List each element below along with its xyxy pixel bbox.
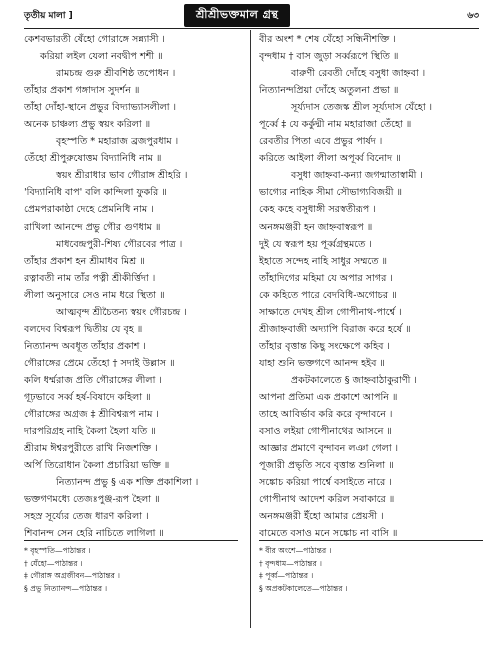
verse-line: অনঙ্গমঞ্জরী হন জাহ্নবাস্বরূপ ॥ <box>259 221 373 233</box>
footnote: ‡ পূর্ব্ব—পাঠান্তর । <box>259 571 314 580</box>
verse-line: রামচন্দ্র গুরু শ্রীবশিষ্ঠ তপোধন । <box>56 68 176 80</box>
footnote: ‡ গৌরাঙ্গ অগ্রজীবন—পাঠান্তর । <box>24 571 121 580</box>
footnote: § অপ্রকটকালেতে—পাঠান্তর । <box>259 583 348 593</box>
right-footnotes <box>259 540 483 595</box>
verse-line: স্বয়ং শ্রীরাধার ভাব গৌরাঙ্গ শ্রীহরি । <box>56 170 188 182</box>
verse-line: যাহা শুনি ভক্তগণে আনন্দ হইব ॥ <box>259 357 385 369</box>
verse-line: সঙ্কোচ করিয়া পার্শ্বে বসাইতে নারে । <box>259 477 392 489</box>
verse-line: ভাগ্যের নাহিক সীমা সৌভাগ্যবিজয়ী ॥ <box>259 187 402 199</box>
verse-line: নিত্যানন্দ অবধূত তাঁহার প্রকাশ । <box>24 340 146 352</box>
footnote: § প্রভু নিত্যানন্দ—পাঠান্তর । <box>24 583 108 593</box>
verse-line: পূজারী প্রভৃতি সবে বৃত্তান্ত শুনিলা ॥ <box>259 460 394 472</box>
verse-line: কলি ধর্ম্মরাজ প্রতি গৌরাঙ্গের লীলা । <box>24 374 162 386</box>
verse-line: শ্রীজাহ্নবাজী অদ্যাপি বিরাজ করে হর্ষে ॥ <box>259 323 411 335</box>
verse-line: গূঢ়ভাবে সর্ব্ব হর্ষ-বিষাদে কহিলা ॥ <box>24 391 151 403</box>
verse-line: আজ্ঞার প্রমাণে বৃন্দাবন লঞা গেলা । <box>259 443 399 455</box>
footnote: † যেঁহো—পাঠান্তর । <box>24 558 83 568</box>
footnote: * বীর অংশে—পাঠান্তর । <box>259 546 332 555</box>
verse-line: দারপরিগ্রহ নাহি কৈলা হৈলা যতি ॥ <box>24 426 156 438</box>
verse-line: বসুধা জাহ্নবা-কন্যা জগন্মাতাস্বামী । <box>291 170 423 182</box>
verse-line: সহস্র সূর্য্যের তেজ ধারণ করিলা । <box>24 511 149 523</box>
verse-line: গৌরাঙ্গের অগ্রজ ‡ শ্রীবিশ্বরূপ নাম । <box>24 409 159 421</box>
verse-line: বামেতে বসাও মনে সঙ্কোচ না বাসি ॥ <box>259 528 398 540</box>
verse-line: রেবতীর পিতা এবে প্রভুর পার্ষদ । <box>259 136 383 148</box>
verse-line: তাঁহার প্রকাশ গঙ্গাদাস সুদর্শন ॥ <box>24 85 140 97</box>
verse-line: ভক্তগণমধ্যে তেজঃপুঞ্জ-রূপ হৈলা ॥ <box>24 494 160 506</box>
verse-line: প্রেমপরাকাষ্ঠা দেহে প্রেমনিধি নাম । <box>24 204 154 216</box>
verse-line: রত্নাবতী নাম তাঁর পত্নী শ্রীকীর্ত্তিদা । <box>24 272 156 284</box>
verse-line: অনঙ্গমঞ্জরী ইঁহো আমার প্রেয়সী । <box>259 511 384 523</box>
verse-line: বৃন্দধাম † বাস জুড়া সর্ব্বরূপে স্থিতি ॥ <box>259 51 399 63</box>
verse-line: তাঁহার প্রকাশ হন শ্রীমাধব মিশ্র ॥ <box>24 255 145 267</box>
verse-line: অর্পি তিরোধান কৈলা প্রচারিয়া ভক্তি ॥ <box>24 460 170 472</box>
verse-line: তাঁহাদিগের মহিমা যে অপার সাগর । <box>259 272 393 284</box>
verse-line: পূর্ব্বে ‡ যে কর্কুদ্মী নাম মহারাজা তেঁহো ॥ <box>259 119 412 131</box>
verse-line: শ্রীরাম ঈশ্বরপুরীতে রাখি নিজশক্তি । <box>24 443 158 455</box>
verse-line: প্রকটকালেতে § জাহ্নবাঠাকুরাণী । <box>291 374 417 386</box>
verse-line: 'বিদ্যানিধি বাপ' বলি কান্দিলা ফুকরি ॥ <box>24 187 167 199</box>
verse-line: তাহে আবির্ভাব করি করে বৃন্দাবনে । <box>259 409 393 421</box>
verse-line: আত্মবৃন্দ শ্রীচৈতন্য স্বয়ং গৌরচন্দ্র । <box>56 306 187 318</box>
book-title: শ্রীশ্রীভক্তমাল গ্রন্থ <box>184 4 290 27</box>
verse-line: গোপীনাথ আদেশ করিল সবাকারে ॥ <box>259 494 395 506</box>
verse-line: আপনা প্রতিমা এক প্রকাশে আপনি ॥ <box>259 391 398 403</box>
page-number: ৬৩ <box>467 11 479 21</box>
verse-line: করিতে আইলা লীলা অপূর্ব্ব বিনোদ ॥ <box>259 153 401 165</box>
column-divider <box>250 30 251 540</box>
left-footnotes <box>24 540 238 595</box>
verse-line: তাঁহা দোঁহা-স্থানে প্রভুর বিদ্যাভ্যাসলীলা । <box>24 102 177 114</box>
page-header <box>24 4 479 26</box>
verse-line: বসাও লইয়া গোপীনাথের আসনে ॥ <box>259 426 392 438</box>
verse-line: গৌরাঙ্গের প্রেমে তেঁহো † সদাই উল্লাস ॥ <box>24 357 175 369</box>
section-label: তৃতীয় মালা ] <box>24 11 73 21</box>
verse-line: বীর অংশ * শেষ যেঁহো সন্ধিনীশক্তি । <box>259 34 396 45</box>
verse-line: দুই যে স্বরূপ হয় পূর্ব্বগ্রন্থমতে । <box>259 238 372 250</box>
header-divider <box>24 28 479 29</box>
verse-line: লীলা অনুসারে সেও নাম ধরে স্থিতা ॥ <box>24 289 165 301</box>
verse-line: কেশবভারতী ষেঁহো গোরাঙ্গে সন্ন্যাসী । <box>24 34 165 45</box>
verse-line: করিয়া লইল যেলা নবদ্বীপ শশী ॥ <box>40 51 163 63</box>
verse-line: তাঁহার বৃত্তান্ত কিছু সংক্ষেপে কহিব । <box>259 340 390 352</box>
verse-line: কে কহিতে পারে বেদবিধি-অগোচর ॥ <box>259 289 397 301</box>
verse-line: বৃহস্পতি * মহারাজ ব্রজপুরধাম । <box>56 136 179 148</box>
verse-line: নিত্যানন্দপ্রিয়া দোঁহে অতুলনা প্রভা ॥ <box>259 85 399 97</box>
verse-line: শিবানন্দ সেন হেরি নাচিতে লাগিলা ॥ <box>24 528 164 540</box>
verse-line: সাক্ষাতে দেখহ শ্রীল গোপীনাথ-পার্শ্বে । <box>259 306 402 318</box>
verse-line: অনেক চাঞ্চল্য প্রভু স্বয়ং করিলা ॥ <box>24 119 151 131</box>
verse-line: মাধবেন্দ্রপুরী-শিষ্য গৌরবের পাত্র । <box>56 238 183 250</box>
verse-line: সূর্য্যদাস তেজস্ক শ্রীল সূর্য্যদাস যেঁহো । <box>291 102 433 114</box>
right-verse-column <box>259 31 483 542</box>
verse-line: বারুণী রেবতী দোঁহে বসুধা জাহ্নবা । <box>291 68 426 80</box>
verse-line: নিত্যানন্দ প্রভু § এক শক্তি প্রকাশিলা । <box>56 477 199 489</box>
footnote-column-divider <box>250 540 251 628</box>
verse-line: ইহাতে সন্দেহ নাহি সাধুর সম্মতে ॥ <box>259 255 388 267</box>
footnote: † বৃন্দধাম—পাঠান্তর । <box>259 558 322 568</box>
verse-line: রাখিলা আনন্দে প্রভু গৌর গুণধাম ॥ <box>24 221 161 233</box>
left-verse-column <box>24 31 238 542</box>
verse-line: তেঁহো শ্রীপুরুষোত্তম বিদ্যানিধি নাম ॥ <box>24 153 162 165</box>
verse-line: বলদেব বিশ্বরূপ দ্বিতীয় যে বৃহ ॥ <box>24 323 143 335</box>
verse-line: কেহ কহে বসুধাঙ্গী সরস্বতীরূপ । <box>259 204 376 216</box>
footnote: * বৃহস্পতি—পাঠান্তর । <box>24 546 91 555</box>
